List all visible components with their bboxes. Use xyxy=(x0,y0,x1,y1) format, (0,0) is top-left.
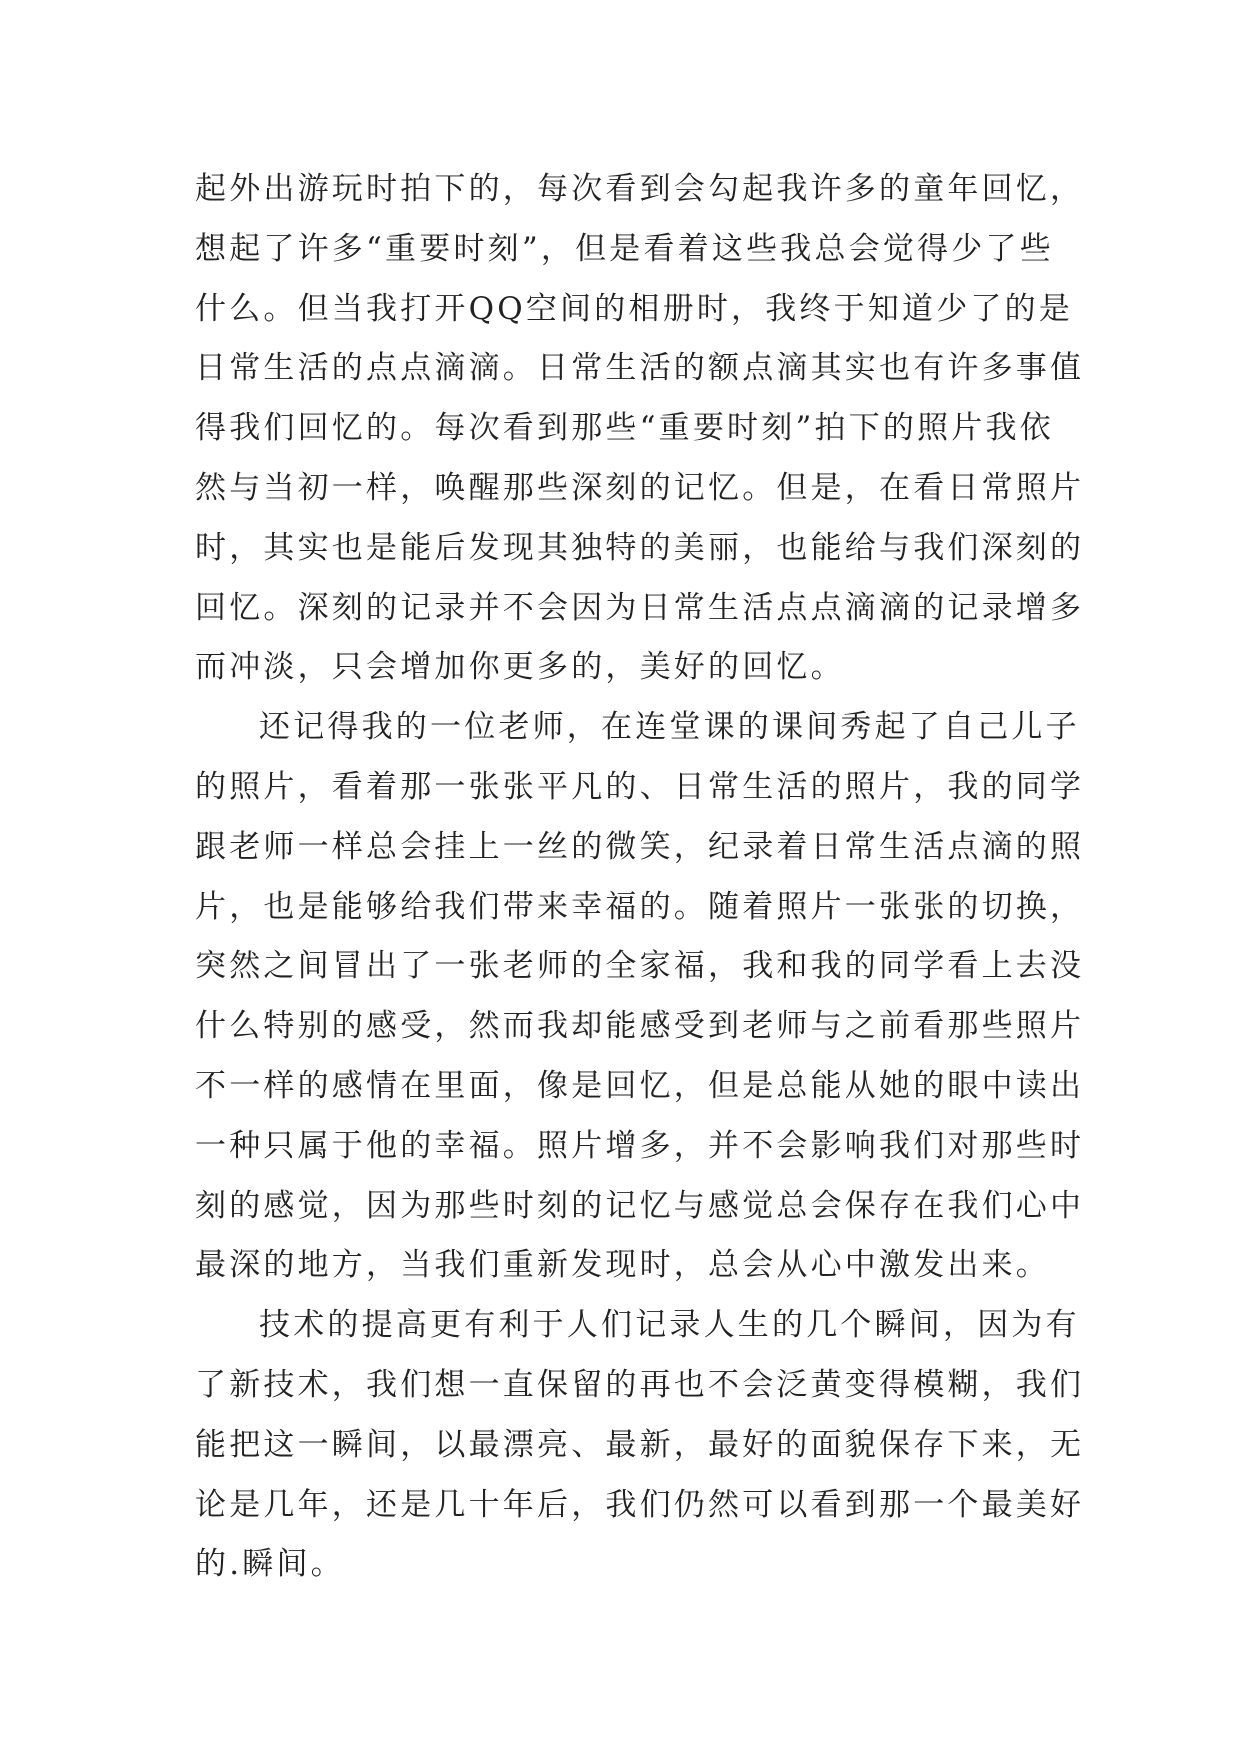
text-line: 什么特别的感受，然而我却能感受到老师与之前看那些照片 xyxy=(195,1008,1085,1045)
body-text xyxy=(195,160,1085,1595)
text-line: 得我们回忆的。每次看到那些“重要时刻”拍下的照片我依 xyxy=(195,410,1054,447)
text-line: 然与当初一样，唤醒那些深刻的记忆。但是，在看日常照片 xyxy=(195,469,1085,506)
text-line: 什么。但当我打开QQ空间的相册时，我终于知道少了的是 xyxy=(195,290,1074,327)
text-line: 一种只属于他的幸福。照片增多，并不会影响我们对那些时 xyxy=(195,1127,1085,1164)
text-line: 最深的地方，当我们重新发现时，总会从心中激发出来。 xyxy=(195,1247,1050,1284)
text-line: 能把这一瞬间，以最漂亮、最新，最好的面貌保存下来，无 xyxy=(195,1426,1085,1463)
text-line: 片，也是能够给我们带来幸福的。随着照片一张张的切换， xyxy=(195,888,1085,925)
text-line: 跟老师一样总会挂上一丝的微笑，纪录着日常生活点滴的照 xyxy=(195,828,1085,865)
text-line: 论是几年，还是几十年后，我们仍然可以看到那一个最美好 xyxy=(195,1486,1085,1523)
text-line: 的.瞬间。 xyxy=(195,1546,345,1583)
text-line: 日常生活的点点滴滴。日常生活的额点滴其实也有许多事值 xyxy=(195,350,1085,387)
text-line: 时，其实也是能后发现其独特的美丽，也能给与我们深刻的 xyxy=(195,529,1085,566)
text-line: 回忆。深刻的记录并不会因为日常生活点点滴滴的记录增多 xyxy=(195,589,1085,626)
text-line: 想起了许多“重要时刻”，但是看着这些我总会觉得少了些 xyxy=(195,230,1054,267)
text-line: 刻的感觉，因为那些时刻的记忆与感觉总会保存在我们心中 xyxy=(195,1187,1085,1224)
text-line: 的照片，看着那一张张平凡的、日常生活的照片，我的同学 xyxy=(195,768,1085,805)
text-line: 起外出游玩时拍下的，每次看到会勾起我许多的童年回忆， xyxy=(195,171,1085,207)
paragraph-first-line: 还记得我的一位老师，在连堂课的课间秀起了自己儿子 xyxy=(259,709,1080,746)
text-line: 不一样的感情在里面，像是回忆，但是总能从她的眼中读出 xyxy=(195,1067,1085,1104)
paragraph-first-line: 技术的提高更有利于人们记录人生的几个瞬间，因为有 xyxy=(259,1307,1080,1344)
text-line: 突然之间冒出了一张老师的全家福，我和我的同学看上去没 xyxy=(195,948,1085,985)
text-line: 而冲淡，只会增加你更多的，美好的回忆。 xyxy=(195,649,845,686)
text-line: 了新技术，我们想一直保留的再也不会泛黄变得模糊，我们 xyxy=(195,1366,1085,1403)
